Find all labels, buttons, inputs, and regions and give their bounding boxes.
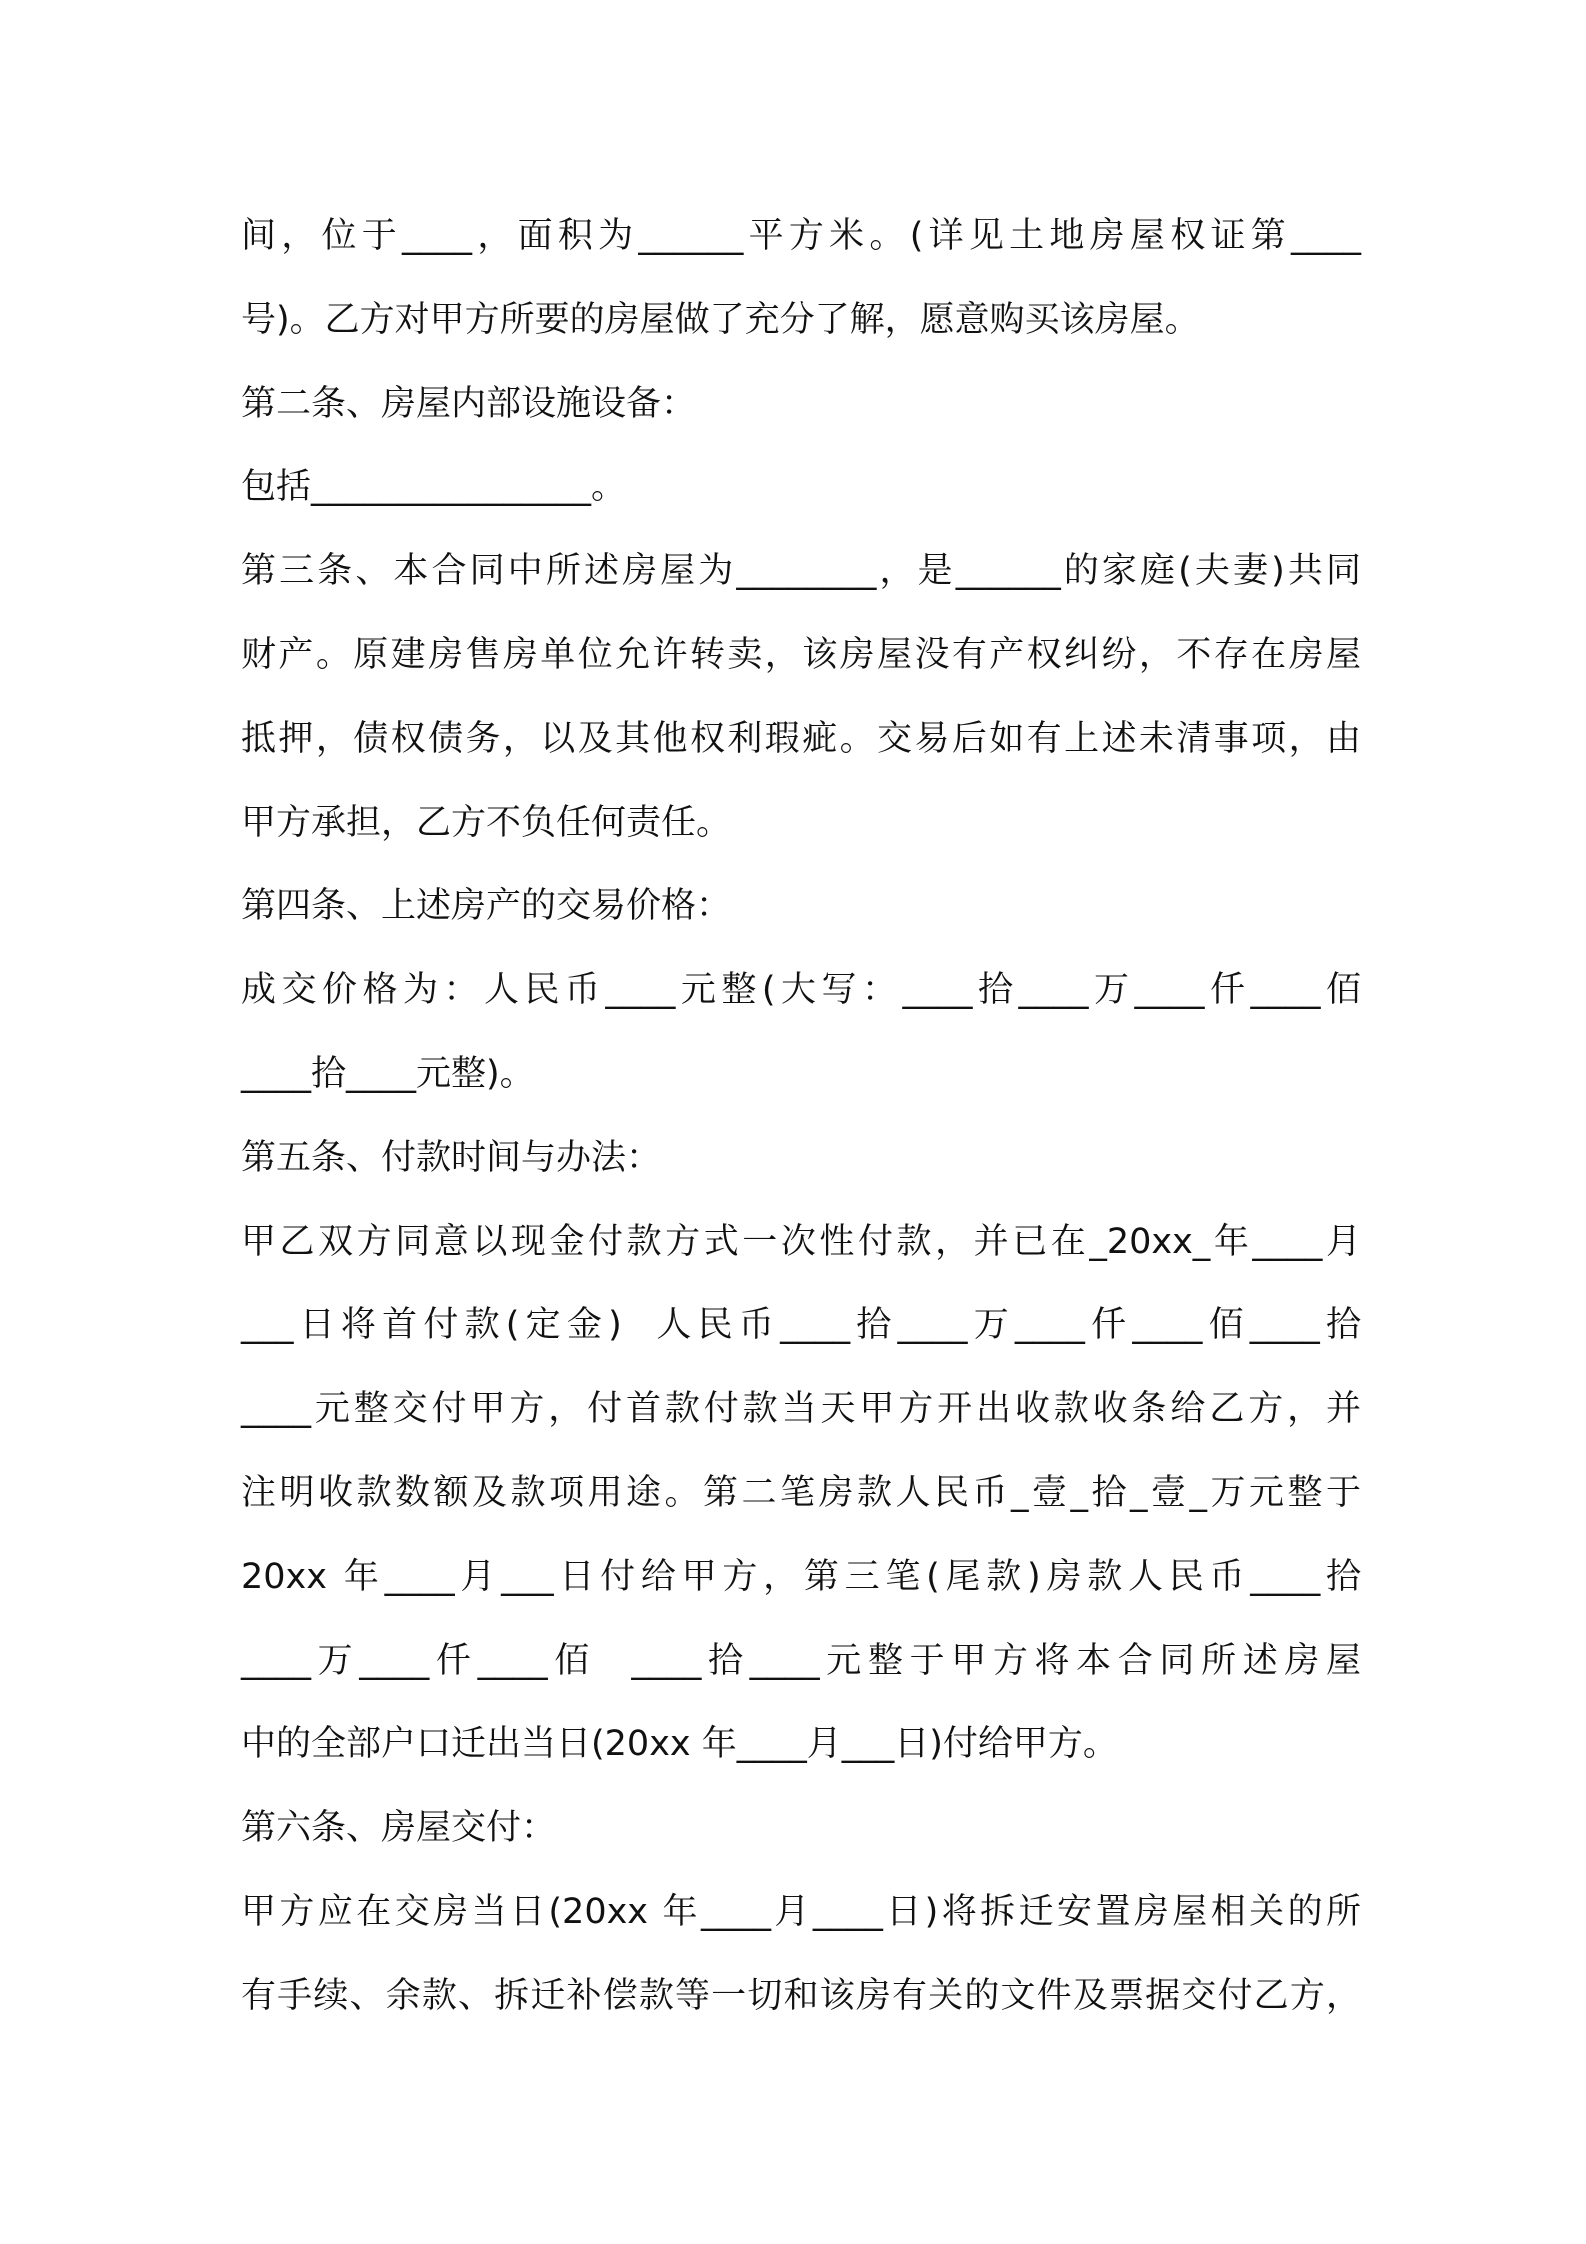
text-line: 甲方应在交房当日(20xx 年____月____日)将拆迁安置房屋相关的所: [241, 1891, 1361, 1932]
text-line: ____元整交付甲方，付首款付款当天甲方开出收款收条给乙方，并: [241, 1389, 1361, 1430]
document-page: [241, 195, 1361, 2039]
text-line: ____拾____元整)。: [241, 1053, 535, 1094]
text-line: ___日将首付款(定金) 人民币____拾____万____仟____佰____拾: [241, 1305, 1361, 1346]
text-line: 号)。乙方对甲方所要的房屋做了充分了解，愿意购买该房屋。: [241, 299, 1200, 340]
text-line: 财产。原建房售房单位允许转卖，该房屋没有产权纠纷，不存在房屋: [241, 634, 1361, 675]
text-line: 第六条、房屋交付：: [241, 1808, 557, 1849]
text-line: ____万____仟____佰 ____拾____元整于甲方将本合同所述房屋: [241, 1640, 1361, 1681]
text-line: 注明收款数额及款项用途。第二笔房款人民币_壹_拾_壹_万元整于: [241, 1472, 1361, 1513]
text-line: 第二条、房屋内部设施设备：: [241, 383, 697, 424]
text-line: 包括________________。: [241, 467, 627, 508]
text-line: 成交价格为：人民币____元整(大写：____拾____万____仟____佰: [241, 970, 1361, 1011]
text-line: 第五条、付款时间与办法：: [241, 1137, 662, 1178]
text-line: 甲方承担，乙方不负任何责任。: [241, 802, 732, 843]
text-line: 甲乙双方同意以现金付款方式一次性付款，并已在_20xx_年____月: [241, 1221, 1361, 1262]
text-line: 间，位于____，面积为______平方米。(详见土地房屋权证第____: [241, 216, 1361, 256]
text-line: 中的全部户口迁出当日(20xx 年____月___日)付给甲方。: [241, 1724, 1118, 1765]
text-line: 20xx 年____月___日付给甲方，第三笔(尾款)房款人民币____拾: [241, 1556, 1361, 1597]
text-line: 抵押，债权债务，以及其他权利瑕疵。交易后如有上述未清事项，由: [241, 718, 1361, 759]
text-line: 有手续、余款、拆迁补偿款等一切和该房有关的文件及票据交付乙方，: [241, 1975, 1361, 2016]
text-line: 第三条、本合同中所述房屋为________，是______的家庭(夫妻)共同: [241, 551, 1361, 592]
text-line: 第四条、上述房产的交易价格：: [241, 886, 732, 927]
